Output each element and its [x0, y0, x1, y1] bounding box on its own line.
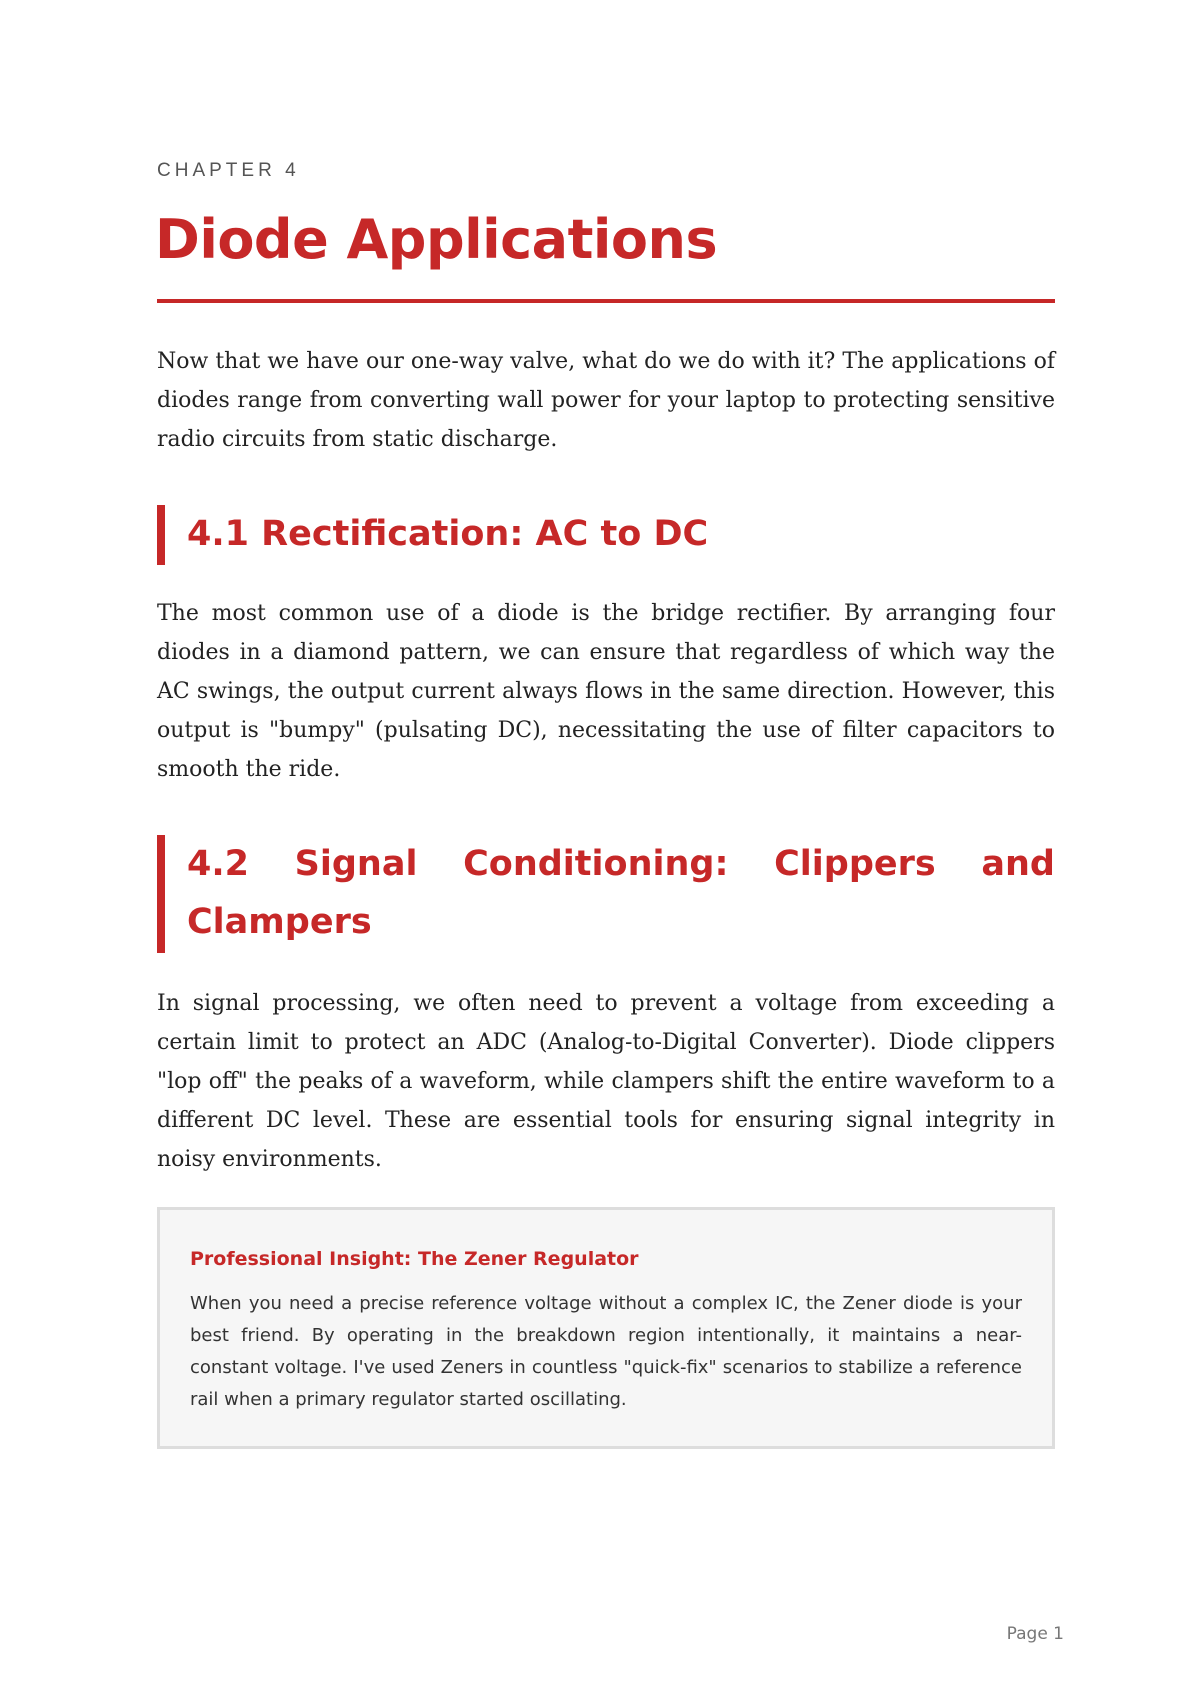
chapter-title: Diode Applications: [155, 208, 718, 271]
title-divider: [157, 299, 1055, 303]
section-title: 4.1 Rectification: AC to DC: [187, 514, 709, 554]
chapter-label: CHAPTER 4: [157, 160, 300, 181]
insight-title: Professional Insight: The Zener Regulator: [190, 1248, 639, 1270]
insight-callout: [157, 1207, 1055, 1449]
signal-conditioning-paragraph: In signal processing, we often need to prevent a voltage from exceeding a certain limit to protect an ADC (Analog-to-Digital Converter). Diode clippers "lop off" the peaks of a waveform, while clampers shift the entire waveform to a different DC level. These are essential tools for ensuring signal integrity in noisy environments.: [157, 991, 1055, 1172]
section-heading-4-1: [157, 505, 1055, 565]
section-heading-4-2: [157, 835, 1055, 953]
insight-body: When you need a precise reference voltage without a complex IC, the Zener diode is your best friend. By operating in the breakdown region intentionally, it maintains a near-constant voltage. I've used Zeners in countless "quick-fix" scenarios to stabilize a reference rail when a primary regulator started oscillating.: [190, 1293, 1022, 1410]
section-title: 4.2 Signal Conditioning: Clippers and Clampers: [187, 844, 1055, 942]
rectification-paragraph: The most common use of a diode is the bridge rectifier. By arranging four diodes in a diamond pattern, we can ensure that regardless of which way the AC swings, the output current always flows in the same direction. However, this output is "bumpy" (pulsating DC), necessitating the use of filter capacitors to smooth the ride.: [157, 601, 1055, 782]
page-number: Page 1: [1006, 1624, 1064, 1644]
intro-paragraph: Now that we have our one-way valve, what do we do with it? The applications of diodes range from converting wall power for your laptop to protecting sensitive radio circuits from static discharge.: [157, 349, 1055, 452]
